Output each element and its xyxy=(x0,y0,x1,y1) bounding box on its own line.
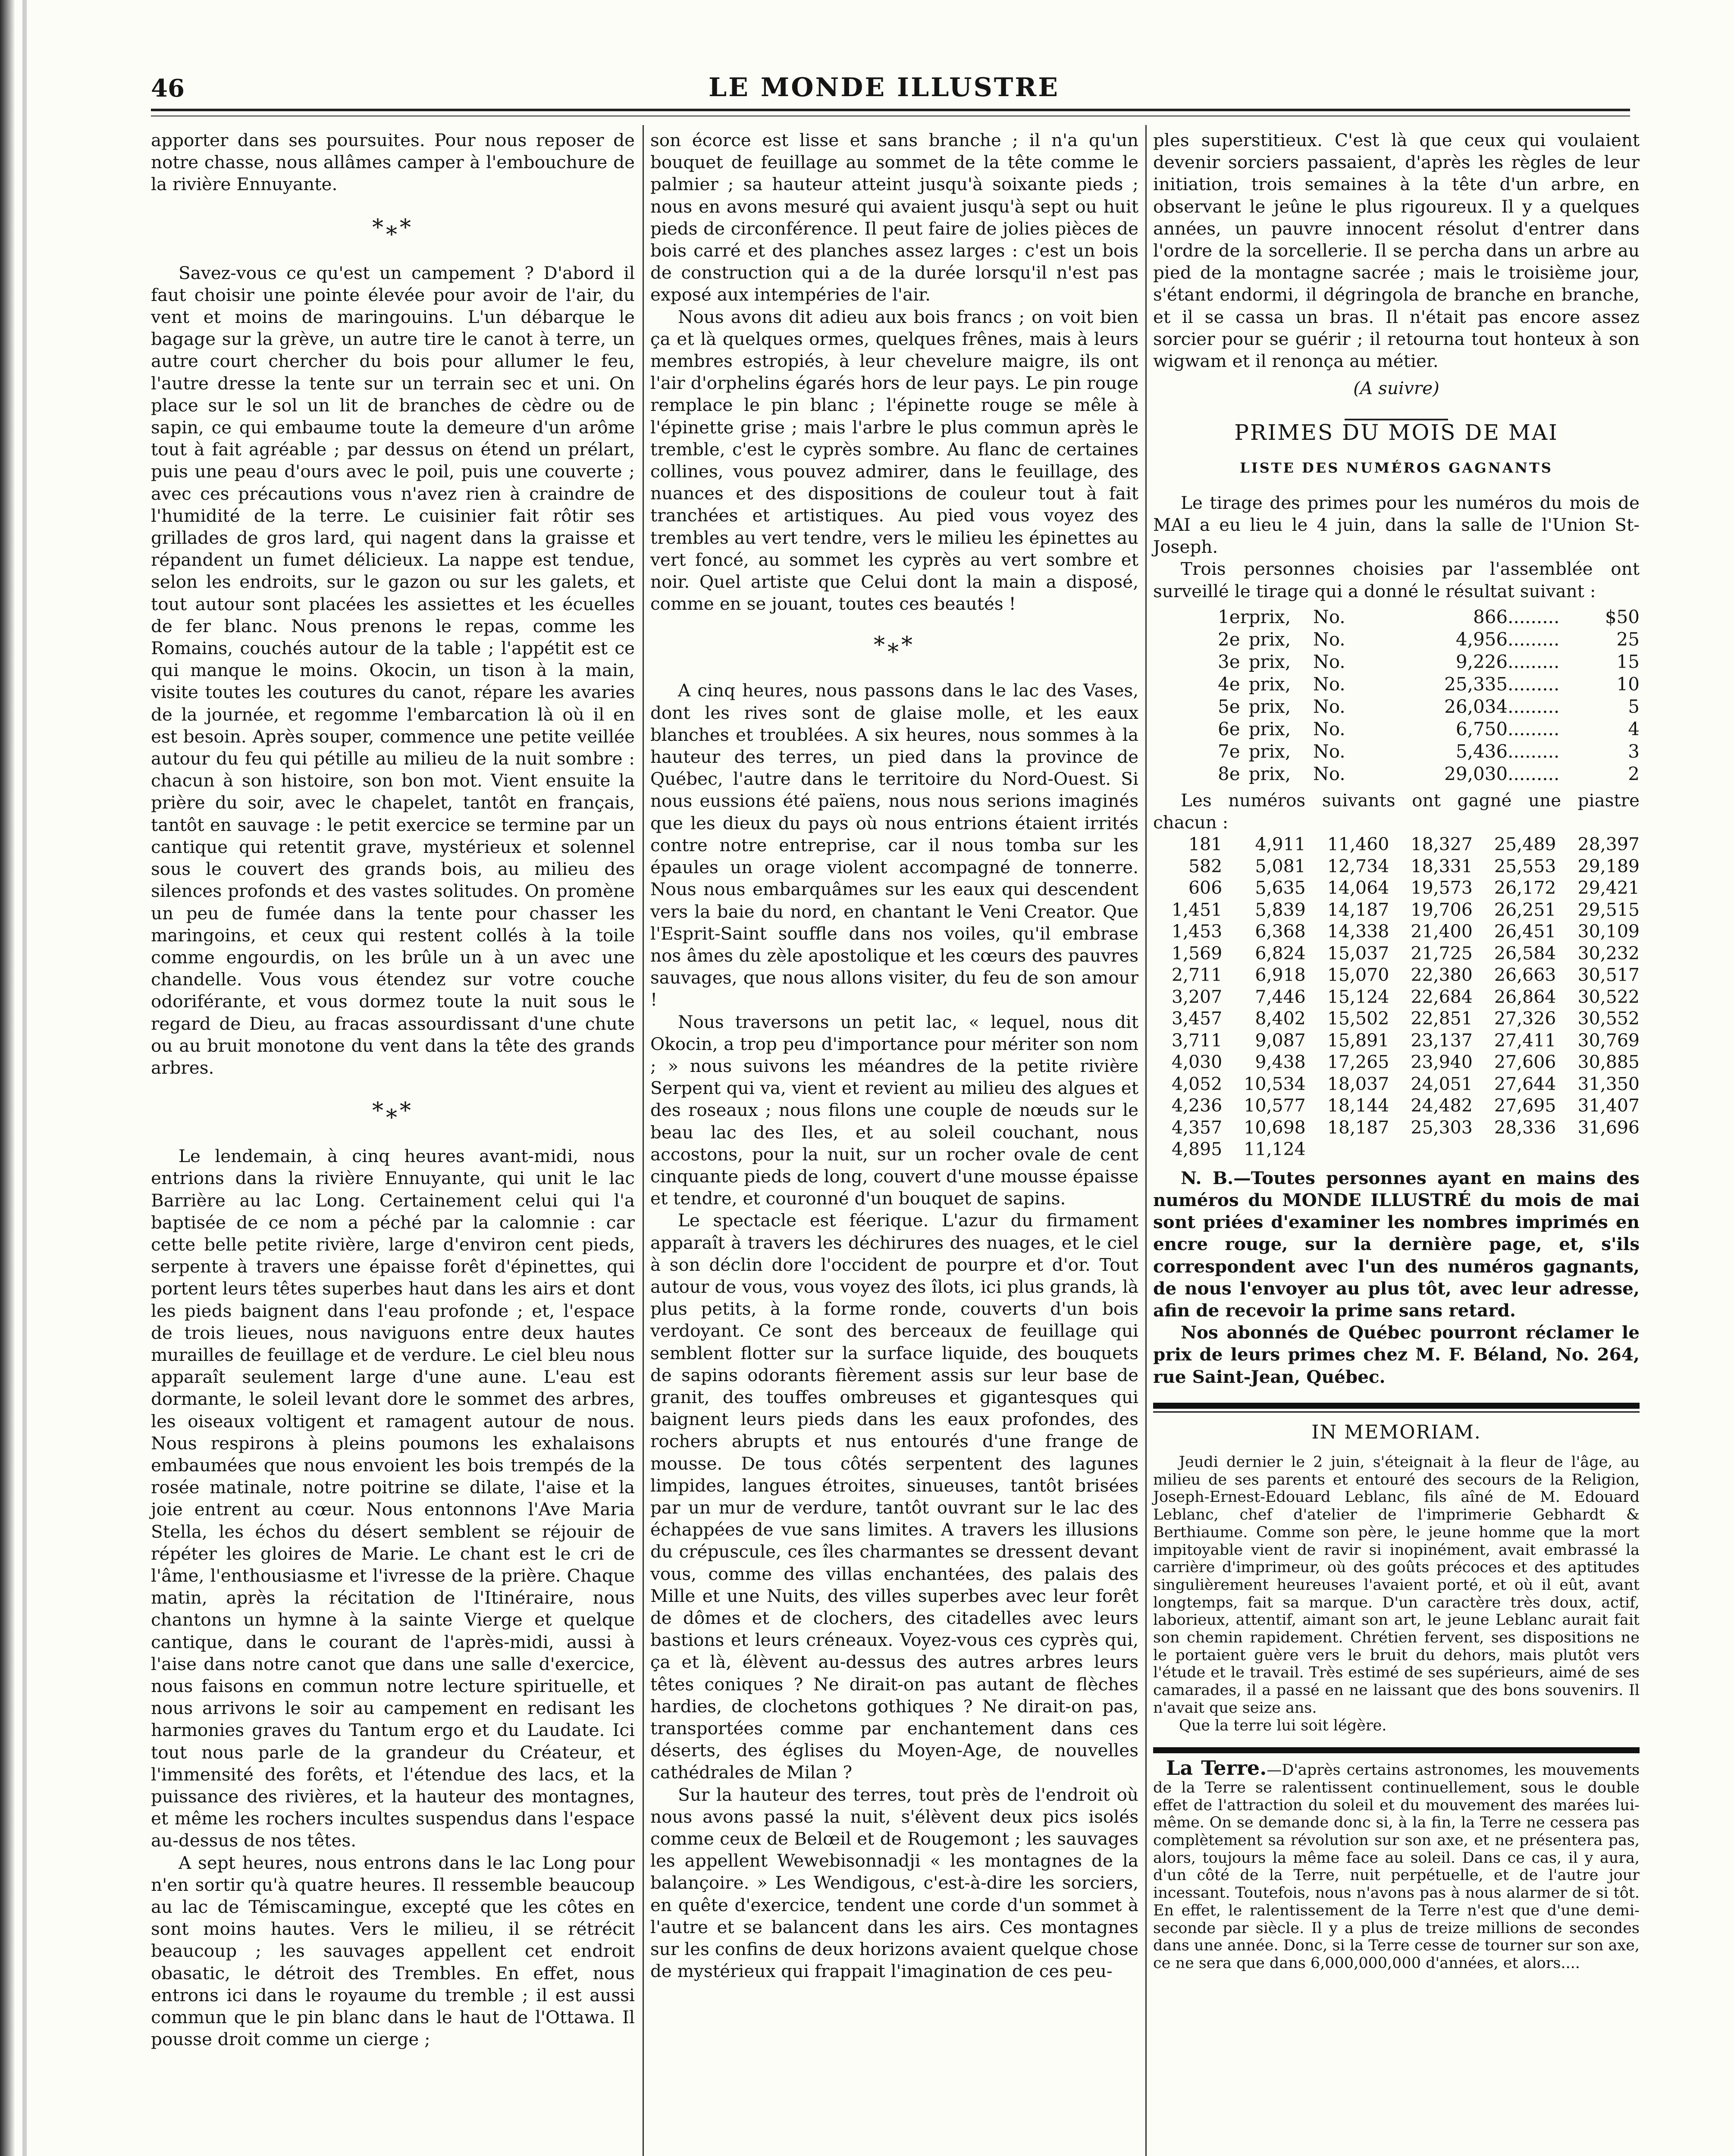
winning-number: 30,517 xyxy=(1577,965,1640,986)
winning-number: 3,457 xyxy=(1171,1008,1223,1029)
ornament-divider xyxy=(1153,407,1640,411)
prize-rank: 4e xyxy=(1218,673,1240,695)
prize-number: 866......... xyxy=(1473,606,1560,627)
prize-no-label: No. xyxy=(1313,763,1345,784)
winning-number: 17,265 xyxy=(1327,1052,1389,1073)
winning-number: 27,326 xyxy=(1494,1008,1556,1029)
prize-number: 4,956......... xyxy=(1455,628,1560,650)
paragraph: ples superstitieux. C'est là que ceux qui voulaient devenir sorciers passaient, d'après les règles de leur initiation, trois semaines à la tête d'un arbre, en observant le jeûne le plus rigoureux. Il y a quelques années, un pauvre innocent résolut d'entrer dans l'ordre de la sorcellerie. Il se percha dans un arbre au pied de la montagne sacrée ; mais le troisième jour, s'étant endormi, il dégringola de branche en branche, et il se cassa un bras. Il n'était pas encore assez sorcier pour se guérir ; il retourna tout honteux à son wigwam et il renonça au métier. xyxy=(1153,130,1640,372)
primes-heading: PRIMES DU MOIS DE MAI xyxy=(1234,420,1558,445)
winning-number: 12,734 xyxy=(1327,856,1389,877)
winning-number: 15,891 xyxy=(1327,1030,1389,1051)
winning-number: 9,087 xyxy=(1255,1030,1306,1051)
memoriam-closing: Que la terre lui soit légère. xyxy=(1179,1717,1387,1734)
paragraph: Nous traversons un petit lac, « lequel, nous dit Okocin, a trop peu d'importance pour mériter son nom ; » nous suivons les méandres de la petite rivière Serpent qui va, vient et revient au milieu des algues et des roseaux ; nous filons une couple de nœuds sur le beau lac des Iles, et au soleil couchant, nous accostons, pour la nuit, sur un rocher ovale de cent cinquante pieds de long, couvert d'une mousse épaisse et tendre, et couronné d'un bouquet de sapins. xyxy=(650,1011,1138,1209)
prize-no-label: No. xyxy=(1313,696,1345,717)
prize-amount: 25 xyxy=(1616,628,1640,650)
prize-amount: 10 xyxy=(1616,673,1640,695)
winning-number: 22,851 xyxy=(1411,1008,1473,1029)
winning-number: 30,885 xyxy=(1577,1052,1640,1073)
paragraph: A sept heures, nous entrons dans le lac Long pour n'en sortir qu'à quatre heures. Il ressemble beaucoup au lac de Témiscamingue, excepté que les côtes en sont moins hautes. Vers le milieu, il se rétrécit beaucoup ; les sauvages appellent cet endroit obasatic, le détroit des Trembles. En effet, nous entrons ici dans le royaume du tremble ; il est aussi commun que le pin blanc dans le haut de l'Ottawa. Il pousse droit comme un cierge ; xyxy=(151,1852,635,2050)
paragraph: son écorce est lisse et sans branche ; il n'a qu'un bouquet de feuillage au sommet de la tête comme le palmier ; sa hauteur atteint jusqu'à soixante pieds ; nous en avons mesuré qui avaient jusqu'à sept ou huit pieds de circonférence. Il peut faire de jolies pièces de bois carré et des planches assez larges : c'est un bois de construction qui a de la durée lorsqu'il n'est pas exposé aux intempéries de l'air. xyxy=(650,130,1138,305)
winning-number: 18,037 xyxy=(1327,1073,1389,1094)
winning-number xyxy=(1389,1138,1473,1160)
winning-number: 18,144 xyxy=(1327,1095,1389,1116)
winning-number: 14,187 xyxy=(1327,899,1389,920)
prize-amount: 5 xyxy=(1628,696,1640,717)
column-divider xyxy=(1145,125,1147,2156)
winning-number: 3,207 xyxy=(1171,986,1223,1007)
prize-row xyxy=(1153,740,1640,763)
winning-number: 10,534 xyxy=(1244,1073,1306,1094)
prize-number: 5,436......... xyxy=(1455,740,1560,762)
winning-number: 4,052 xyxy=(1171,1073,1223,1094)
column-2 xyxy=(650,129,1138,1982)
winning-number: 30,232 xyxy=(1577,943,1640,964)
numbers-row xyxy=(1153,986,1640,1008)
winning-number: 29,189 xyxy=(1577,856,1640,877)
prize-row xyxy=(1153,673,1640,696)
winning-number: 22,380 xyxy=(1411,965,1473,986)
winning-numbers-table xyxy=(1153,834,1640,1160)
winning-number: 27,644 xyxy=(1494,1073,1556,1094)
paragraph: Nous avons dit adieu aux bois francs ; on voit bien ça et là quelques ormes, quelques frênes, mais à leurs membres estropiés, à leur chevelure maigre, ils ont l'air d'orphelins égarés hors de leur pays. Le pin rouge remplace le pin blanc ; l'épinette rouge se mêle à l'épinette grise ; mais l'arbre le plus commun après le tremble, c'est le cyprès sombre. Au flanc de certaines collines, vous pouvez admirer, dans le feuillage, des nuances et des dispositions de couleur tout à fait tranchées et artistiques. Au pied vous voyez des trembles au vert tendre, vers le milieu les épinettes au vert foncé, au sommet les cyprès au vert sombre et noir. Quel artiste que Celui dont la main a disposé, comme en se jouant, toutes ces beautés ! xyxy=(650,306,1138,614)
paragraph: Le lendemain, à cinq heures avant-midi, nous entrions dans la rivière Ennuyante, qui unit le lac Barrière au lac Long. Certainement celui qui l'a baptisée de ce nom a péché par la calomnie : car cette belle petite rivière, large d'environ cent pieds, serpente à travers une épaisse forêt d'épinettes, qui portent leurs têtes superbes haut dans les airs et dont les pieds baignent dans l'eau profonde ; et, l'espace de trois lieues, nous naviguons entre deux hautes murailles de feuillage et de verdure. Le ciel bleu nous apparaît seulement large d'une aune. L'eau est dormante, le soleil levant dore le sommet des arbres, les oiseaux voltigent et ramagent autour de nous. Nous respirons à pleins poumons les exhalaisons embaumées que nous envoient les bois trempés de la rosée matinale, notre poitrine se dilate, l'aise et la joie entrent au cœur. Nous entonnons l'Ave Maria Stella, les échos du désert semblent se réjouir de répéter les gloires de Marie. Le chant est le cri de l'âme, l'enthousiasme et l'ivresse de la prière. Chaque matin, après la récitation de l'Itinéraire, nous chantons un hymne à la sainte Vierge et quelque cantique, dans le courant de l'après-midi, aussi à l'aise dans notre canot que dans une salle d'exercice, nous faisons en commun notre lecture spirituelle, et nous arrivons le soir au campement en redisant les harmonies graves du Tantum ergo et du Laudate. Ici tout nous parle de la grandeur du Créateur, et l'immensité des forêts, et l'étendue des lacs, et la puissance des rivières, et la hauteur des montagnes, et même les rochers incultes suspendus dans l'espace au-dessus de nos têtes. xyxy=(151,1146,635,1851)
winning-number: 14,338 xyxy=(1327,921,1389,942)
paragraph: Sur la hauteur des terres, tout près de l'endroit où nous avons passé la nuit, s'élèvent deux pics isolés comme ceux de Belœil et de Rougemont ; les sauvages les appellent Wewebisonnadji « les montagnes de la balançoire. » Les Wendigous, c'est-à-dire les sorciers, en quête d'exercice, tendent une corde d'un sommet à l'autre et se balancent dans les airs. Ces montagnes sur les confins de deux horizons avaient quelque chose de mystérieux qui frappait l'imagination de ces peu- xyxy=(650,1784,1138,1982)
prize-number: 25,335......... xyxy=(1444,673,1560,695)
prize-row xyxy=(1153,606,1640,628)
prize-label: prix, xyxy=(1248,651,1291,672)
paragraph: Le spectacle est féerique. L'azur du firmament apparaît à travers les déchirures des nuages, et le ciel à son déclin dore l'occident de pourpre et d'or. Tout autour de vous, vous voyez des îlots, ici plus grands, là plus petits, à la forme ronde, couverts d'un bois verdoyant. Ce sont des berceaux de feuillage qui semblent flotter sur la surface liquide, des bouquets de sapins odorants fièrement assis sur leur base de granit, des touffes ombreuses et gigantesques qui baignent leurs pieds dans les eaux profondes, des rochers abrupts et nus entourés d'une frange de mousse. De tous côtés serpentent des lagunes limpides, langues étroites, sinueuses, tantôt brisées par un mur de verdure, tantôt ouvrant sur le lac des échappées de vue sans limites. A travers les illusions du crépuscule, ces îles charmantes se dressent devant vous, comme des villas enchantées, des palais des Mille et une Nuits, des villes superbes avec leur forêt de dômes et de clochers, des citadelles avec leurs bastions et leurs créneaux. Voyez-vous ces cyprès qui, ça et là, élèvent au-dessus des autres arbres leurs têtes coniques ? Ne dirait-on pas autant de flèches hardies, de clochetons gothiques ? Ne dirait-on pas, transportées comme par enchantement dans ces déserts, des églises du Moyen-Age, de nouvelles cathédrales de Milan ? xyxy=(650,1210,1138,1783)
prize-label: prix, xyxy=(1248,763,1291,784)
winning-number: 4,357 xyxy=(1171,1117,1223,1138)
memoriam-heading: IN MEMORIAM. xyxy=(1311,1421,1481,1443)
section-rule-thin xyxy=(1153,1411,1640,1413)
winning-number: 30,769 xyxy=(1577,1030,1640,1051)
prize-row xyxy=(1153,718,1640,740)
prize-no-label: No. xyxy=(1313,651,1345,672)
column-3 xyxy=(1153,129,1640,1972)
section-rule xyxy=(1153,1403,1640,1409)
winning-number: 8,402 xyxy=(1255,1008,1306,1029)
winning-number: 11,124 xyxy=(1244,1139,1306,1160)
winning-number: 6,368 xyxy=(1255,921,1306,942)
winning-number: 29,515 xyxy=(1577,899,1640,920)
winning-number: 27,606 xyxy=(1494,1052,1556,1073)
winning-number: 582 xyxy=(1188,856,1223,877)
winning-number: 28,397 xyxy=(1577,834,1640,855)
paragraph: Nos abonnés de Québec pourront réclamer le prix de leurs primes chez M. F. Béland, No. 264, rue Saint-Jean, Québec. xyxy=(1153,1322,1640,1387)
section-rule xyxy=(1153,1747,1640,1753)
numbers-row xyxy=(1153,1095,1640,1117)
winning-number: 18,331 xyxy=(1411,856,1473,877)
winning-number: 3,711 xyxy=(1171,1030,1223,1051)
winning-number: 26,864 xyxy=(1494,986,1556,1007)
winning-number: 6,824 xyxy=(1255,943,1306,964)
paragraph: apporter dans ses poursuites. Pour nous reposer de notre chasse, nous allâmes camper à l'embouchure de la rivière Ennuyante. xyxy=(151,130,635,195)
winning-number: 30,522 xyxy=(1577,986,1640,1007)
continuation-note: (A suivre) xyxy=(1353,378,1439,399)
winning-number: 606 xyxy=(1188,877,1223,899)
winning-number xyxy=(1306,1138,1389,1160)
binding-edge xyxy=(22,0,27,2156)
prize-number: 6,750......... xyxy=(1455,718,1560,740)
paragraph: Trois personnes choisies par l'assemblée ont surveillé le tirage qui a donné le résultat suivant : xyxy=(1153,558,1640,602)
winning-number: 9,438 xyxy=(1255,1052,1306,1073)
prize-table xyxy=(1153,606,1640,785)
winning-number: 1,569 xyxy=(1171,943,1223,964)
numbers-row xyxy=(1153,834,1640,856)
prize-rank: 5e xyxy=(1218,696,1240,717)
numbers-row xyxy=(1153,856,1640,877)
prize-label: prix, xyxy=(1248,628,1291,650)
numbers-row xyxy=(1153,1008,1640,1030)
winning-number: 1,451 xyxy=(1171,899,1223,920)
paragraph: Le tirage des primes pour les numéros du mois de MAI a eu lieu le 4 juin, dans la salle de l'Union St-Joseph. xyxy=(1153,492,1640,558)
prize-amount: 2 xyxy=(1628,763,1640,784)
winning-number: 5,635 xyxy=(1255,877,1306,899)
column-1 xyxy=(151,129,635,2050)
winning-number: 10,698 xyxy=(1244,1117,1306,1138)
winning-number: 4,030 xyxy=(1171,1052,1223,1073)
prize-no-label: No. xyxy=(1313,628,1345,650)
winning-number: 11,460 xyxy=(1327,834,1389,855)
prize-number: 26,034......... xyxy=(1444,696,1560,717)
winning-number: 27,411 xyxy=(1494,1030,1556,1051)
prize-number: 29,030......... xyxy=(1444,763,1560,784)
prize-row xyxy=(1153,651,1640,673)
winning-number: 25,553 xyxy=(1494,856,1556,877)
winning-number: 31,696 xyxy=(1577,1117,1640,1138)
prize-rank: 7e xyxy=(1218,740,1240,762)
terre-title: La Terre. xyxy=(1166,1756,1267,1780)
paragraph: Les numéros suivants ont gagné une piastre chacun : xyxy=(1153,790,1640,833)
winning-number: 29,421 xyxy=(1577,877,1640,899)
paragraph: Savez-vous ce qu'est un campement ? D'abord il faut choisir une pointe élevée pour avoir de l'air, du vent et moins de maringouins. L'un débarque le bagage sur la grève, un autre tire le canot à terre, un autre court chercher du bois pour allumer le feu, l'autre dresse la tente sur un terrain sec et uni. On place sur le sol un lit de branches de cèdre ou de sapin, ce qui embaume toute la demeure d'un arôme tout à fait agréable ; par dessus on étend un prélart, puis une peau d'ours avec le poil, puis une couverte ; avec ces précautions vous n'avez rien à craindre de l'humidité de la terre. Le cuisinier fait rôtir ses grillades de gros lard, qui nagent dans la graisse et répandent un fumet délicieux. La nappe est tendue, selon les endroits, sur le gazon ou sur les galets, et tout autour sont placées les assiettes et les écuelles de fer blanc. Nous prenons le repas, comme les Romains, couchés autour de la table ; l'appétit est ce qui manque le moins. Okocin, un tison à la main, visite toutes les coutures du canot, répare les avaries de la journée, et regomme l'embarcation là où il en est besoin. Après souper, commence une petite veillée autour du feu qui pétille au milieu de la nuit sombre : chacun à son histoire, son bon mot. Vient ensuite la prière du soir, avec le chapelet, tantôt en français, tantôt en sauvage : le petit exercice se termine par un cantique qui retentit grave, mystérieux et solennel sous le couvert des grands bois, au milieu des silences profonds et des vastes solitudes. On promène un peu de fumée dans la tente pour chasser les maringoins, et ceux qui restent collés à la toile comme engourdis, on les brûle un à un avec une chandelle. Vous vous étendez sur votre couche odoriférante, et vous dormez toute la nuit sous le regard de Dieu, au fracas assourdissant d'une chute ou au bruit monotone du vent dans la tête des grands arbres. xyxy=(151,262,635,1078)
prize-rank: 2e xyxy=(1218,628,1240,650)
winning-number: 31,350 xyxy=(1577,1073,1640,1094)
prize-label: prix, xyxy=(1248,673,1291,695)
terre-article xyxy=(1153,1756,1640,1972)
paragraph: A cinq heures, nous passons dans le lac des Vases, dont les rives sont de glaise molle, et les eaux blanches et troublées. A six heures, nous sommes à la hauteur des terres, un pied dans la province de Québec, l'autre dans le territoire du Nord-Ouest. Si nous eussions été païens, nous nous serions imaginés que les dieux du pays où nous entrions étaient irrités contre notre entreprise, car il nous tomba sur les épaules un orage violent accompagné de tonnerre. Nous nous embarquâmes sur les eaux qui descendent vers la baie du nord, en chantant le Veni Creator. Que l'Esprit-Saint souffle dans nos voiles, qu'il embrase nos âmes du zèle apostolique et les cœurs des pauvres sauvages, que nous allons visiter, du feu de son amour ! xyxy=(650,680,1138,1010)
numbers-row xyxy=(1153,964,1640,986)
prize-no-label: No. xyxy=(1313,606,1345,627)
winning-number: 30,552 xyxy=(1577,1008,1640,1029)
prize-row xyxy=(1153,628,1640,651)
prize-rank: 3e xyxy=(1218,651,1240,672)
winning-number: 25,303 xyxy=(1411,1117,1473,1138)
winning-number: 4,895 xyxy=(1171,1139,1223,1160)
section-separator: *⁎* xyxy=(372,214,414,241)
winning-number: 30,109 xyxy=(1577,921,1640,942)
prize-label: prix, xyxy=(1248,606,1291,627)
prize-label: prix, xyxy=(1248,740,1291,762)
winning-number: 26,251 xyxy=(1494,899,1556,920)
binding-shadow xyxy=(0,0,15,2156)
winning-number: 23,137 xyxy=(1411,1030,1473,1051)
prize-amount: 15 xyxy=(1616,651,1640,672)
numbers-row xyxy=(1153,943,1640,965)
prize-rank: 1er xyxy=(1218,606,1249,627)
primes-subheading: LISTE DES NUMÉROS GAGNANTS xyxy=(1240,459,1553,476)
prize-rank: 6e xyxy=(1218,718,1240,740)
winning-number: 26,172 xyxy=(1494,877,1556,899)
numbers-row xyxy=(1153,1117,1640,1139)
numbers-row xyxy=(1153,1030,1640,1052)
winning-number: 28,336 xyxy=(1494,1117,1556,1138)
winning-number: 4,236 xyxy=(1171,1095,1223,1116)
prize-no-label: No. xyxy=(1313,673,1345,695)
winning-number: 6,918 xyxy=(1255,965,1306,986)
prize-no-label: No. xyxy=(1313,740,1345,762)
prize-number: 9,226......... xyxy=(1455,651,1560,672)
winning-number: 22,684 xyxy=(1411,986,1473,1007)
numbers-row xyxy=(1153,1138,1640,1160)
winning-number: 4,911 xyxy=(1255,834,1306,855)
winning-number: 23,940 xyxy=(1411,1052,1473,1073)
prize-amount: 4 xyxy=(1628,718,1640,740)
winning-number: 27,695 xyxy=(1494,1095,1556,1116)
page-number: 46 xyxy=(151,74,185,103)
winning-number: 5,081 xyxy=(1255,856,1306,877)
nota-bene: N. B.—Toutes personnes ayant en mains des numéros du MONDE ILLUSTRÉ du mois de mai sont priées d'examiner les nombres imprimés en encre rouge, sur la dernière page, et, s'ils correspondent avec l'un des numéros gagnants, de nous l'envoyer au plus tôt, avec leur adresse, afin de recevoir la prime sans retard. xyxy=(1153,1167,1640,1321)
winning-number: 5,839 xyxy=(1255,899,1306,920)
winning-number xyxy=(1473,1138,1556,1160)
prize-no-label: No. xyxy=(1313,718,1345,740)
winning-number: 10,577 xyxy=(1244,1095,1306,1116)
winning-number: 26,663 xyxy=(1494,965,1556,986)
winning-number: 14,064 xyxy=(1327,877,1389,899)
prize-amount: 3 xyxy=(1628,740,1640,762)
winning-number: 15,070 xyxy=(1327,965,1389,986)
prize-row xyxy=(1153,696,1640,718)
prize-row xyxy=(1153,763,1640,785)
winning-number: 25,489 xyxy=(1494,834,1556,855)
winning-number: 26,584 xyxy=(1494,943,1556,964)
column-divider xyxy=(643,125,644,2156)
winning-number: 15,124 xyxy=(1327,986,1389,1007)
winning-number: 2,711 xyxy=(1171,965,1223,986)
numbers-row xyxy=(1153,1073,1640,1095)
section-separator: *⁎* xyxy=(874,632,915,658)
winning-number: 21,725 xyxy=(1411,943,1473,964)
winning-number: 19,706 xyxy=(1411,899,1473,920)
winning-number: 31,407 xyxy=(1577,1095,1640,1116)
winning-number: 19,573 xyxy=(1411,877,1473,899)
header-rule xyxy=(151,109,1630,111)
numbers-row xyxy=(1153,899,1640,921)
winning-number: 15,502 xyxy=(1327,1008,1389,1029)
winning-number: 26,451 xyxy=(1494,921,1556,942)
prize-label: prix, xyxy=(1248,696,1291,717)
winning-number: 15,037 xyxy=(1327,943,1389,964)
winning-number: 21,400 xyxy=(1411,921,1473,942)
numbers-row xyxy=(1153,921,1640,943)
masthead-title: LE MONDE ILLUSTRE xyxy=(708,72,1060,103)
prize-label: prix, xyxy=(1248,718,1291,740)
numbers-row xyxy=(1153,1051,1640,1073)
winning-number: 1,453 xyxy=(1171,921,1223,942)
terre-text: —D'après certains astronomes, les mouvements de la Terre se ralentissent continuellement, sous le double effet de l'attraction du soleil et du mouvement des marées lui-même. On se demande donc si, à la fin, la Terre ne cessera pas complètement sa révolution sur son axe, et ne présentera pas, alors, toujours la même face au soleil. Dans ce cas, il y aura, d'un côté de la Terre, nuit perpétuelle, et de l'autre jour incessant. Toutefois, nous n'avons pas à nous alarmer de si tôt. En effet, le ralentissement de la Terre n'est que d'une demi-seconde par siècle. Il y a plus de treize millions de secondes dans une année. Donc, si la Terre cesse de tourner sur son axe, ce ne sera que dans 6,000,000,000 d'années, et alors.... xyxy=(1153,1761,1640,1972)
section-separator: *⁎* xyxy=(372,1098,414,1124)
numbers-row xyxy=(1153,877,1640,899)
memoriam-text: Jeudi dernier le 2 juin, s'éteignait à la fleur de l'âge, au milieu de ses parents et entouré des secours de la Religion, Joseph-Ernest-Edouard Leblanc, fils aîné de M. Edouard Leblanc, chef d'atelier de l'imprimerie Gebhardt & Berthiaume. Comme son père, le jeune homme que la mort impitoyable vient de ravir si inopinément, avait embrassé la carrière d'imprimeur, où des goûts précoces et des aptitudes singulièrement heureuses l'avaient porté, et où il eût, avant longtemps, fait sa marque. D'un caractère très doux, actif, laborieux, attentif, aimant son art, le jeune Leblanc aurait fait son chemin rapidement. Chrétien fervent, ses dispositions ne le portaient guère vers le bruit du dehors, mais plutôt vers l'étude et le travail. Très estimé de ses supérieurs, aimé de ses camarades, il a passé en ne laissant que des bons souvenirs. Il n'avait que seize ans. xyxy=(1153,1454,1640,1717)
prize-amount: $50 xyxy=(1605,606,1640,627)
winning-number: 18,327 xyxy=(1411,834,1473,855)
winning-number: 18,187 xyxy=(1327,1117,1389,1138)
prize-rank: 8e xyxy=(1218,763,1240,784)
winning-number: 7,446 xyxy=(1255,986,1306,1007)
winning-number xyxy=(1556,1138,1640,1160)
winning-number: 181 xyxy=(1188,834,1223,855)
winning-number: 24,482 xyxy=(1411,1095,1473,1116)
winning-number: 24,051 xyxy=(1411,1073,1473,1094)
